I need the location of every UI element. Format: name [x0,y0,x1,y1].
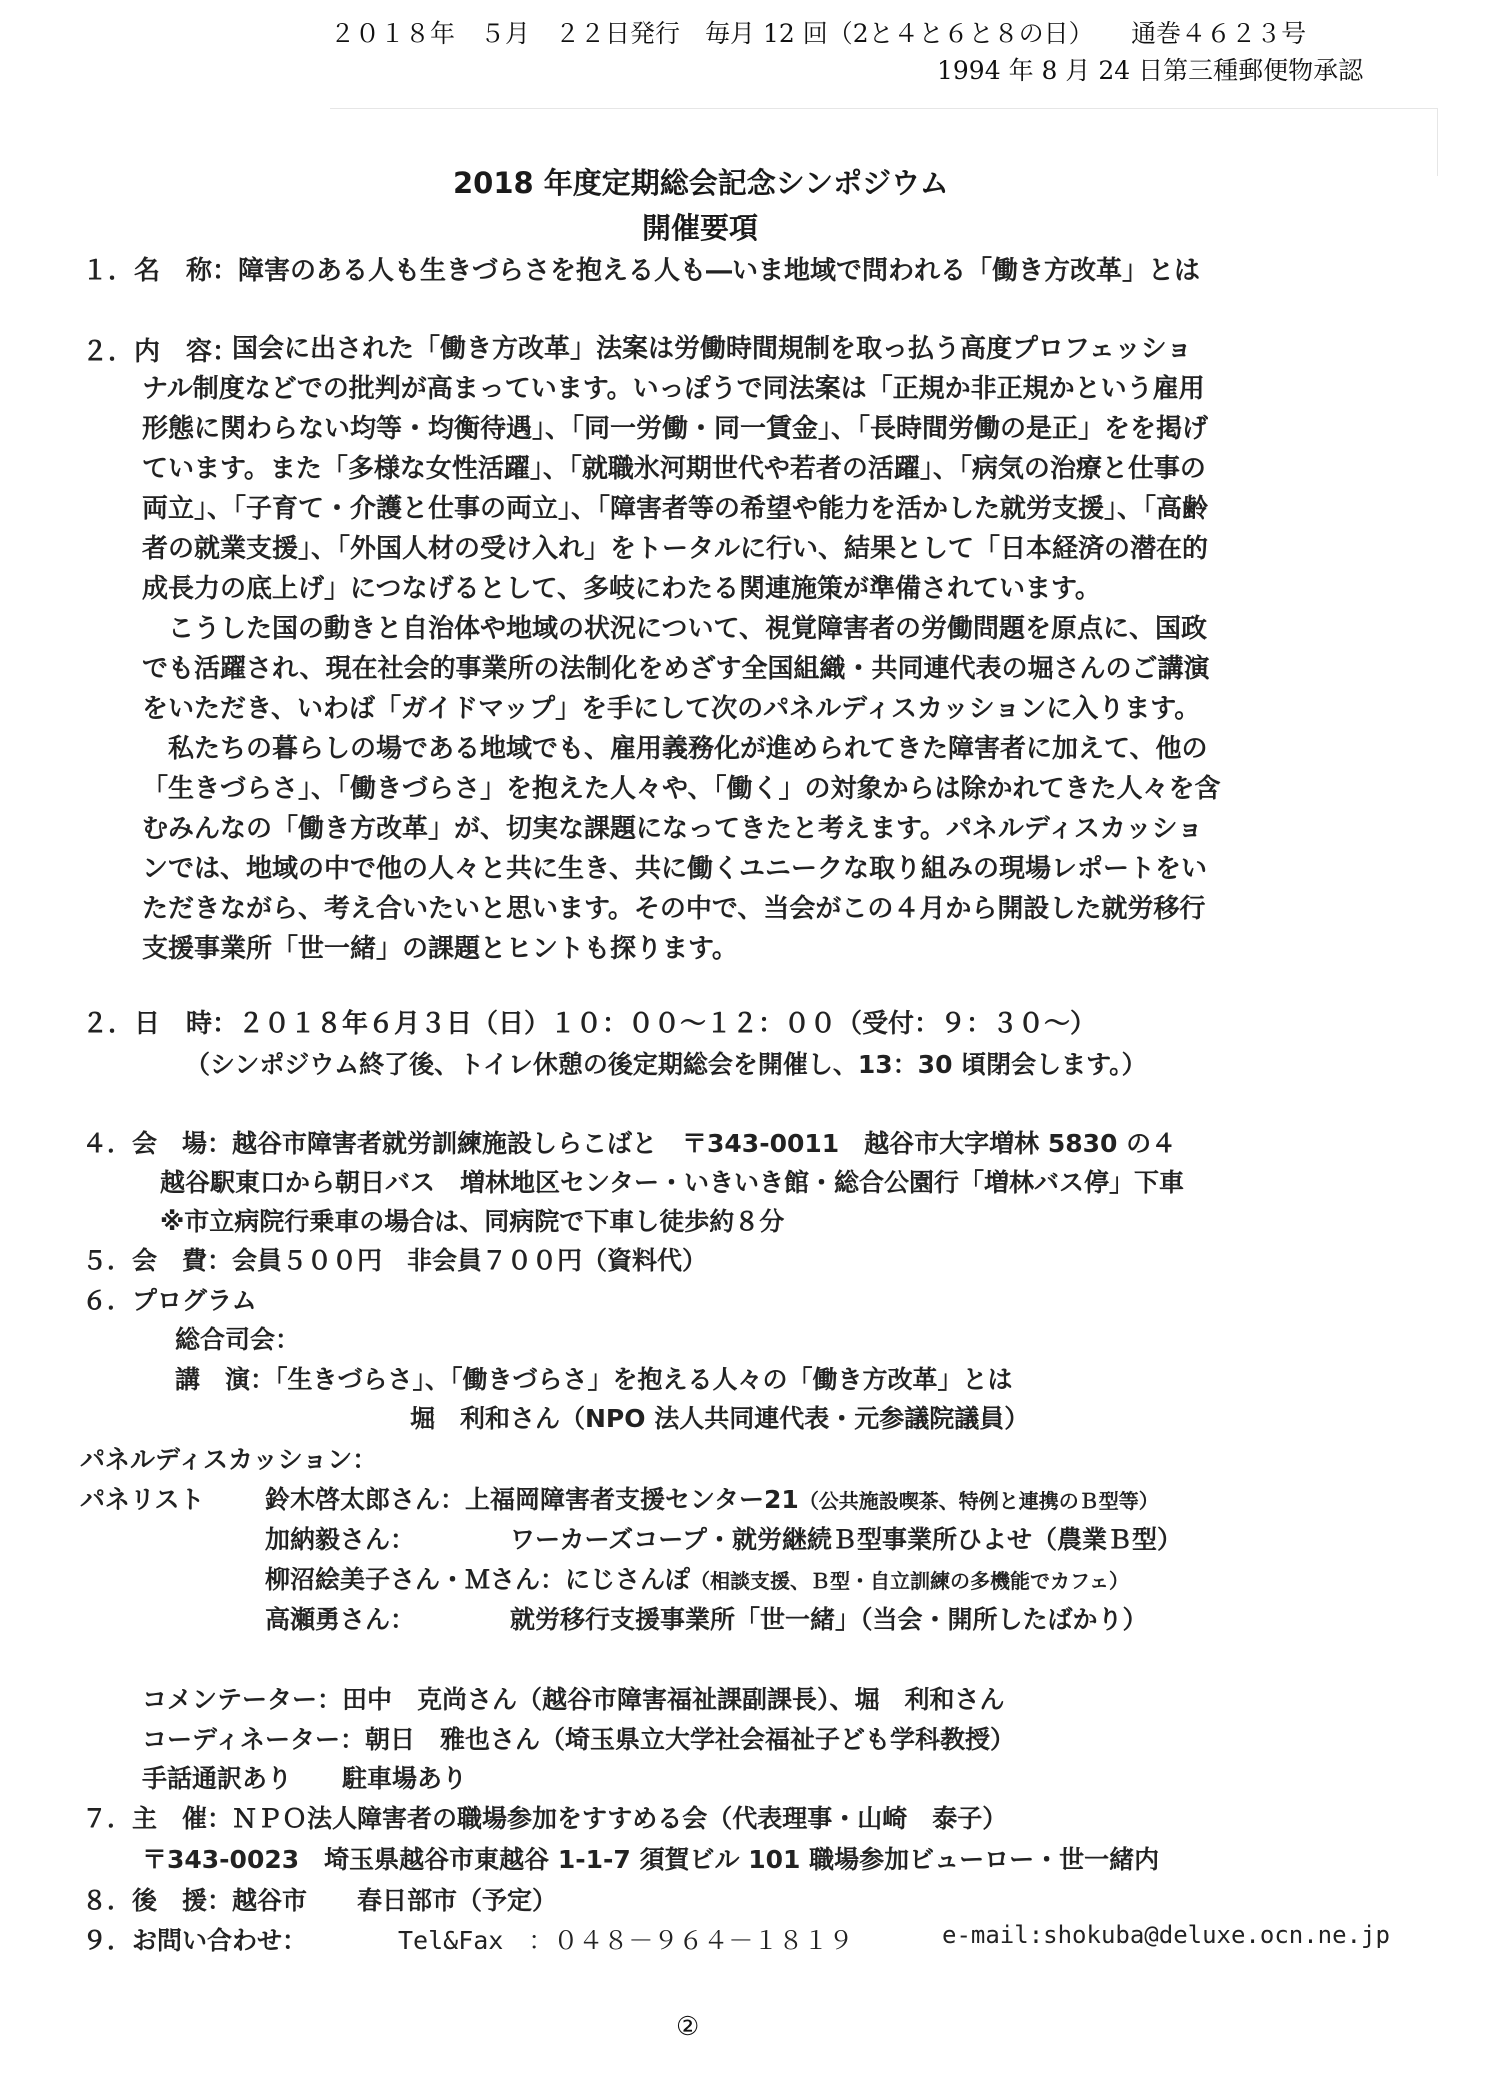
content-line: 支援事業所「世一緒」の課題とヒントも探ります。 [142,934,738,964]
content-line: でも活躍され、現在社会的事業所の法制化をめざす全国組織・共同連代表の堀さんのご講演 [142,654,1210,684]
section-name [82,250,1200,287]
content-line: ています。また「多様な女性活躍」、「就職氷河期世代や若者の活躍」、「病気の治療と仕事の [142,454,1206,484]
panelist-name: 鈴木啓太郎さん： [265,1485,466,1514]
section-venue-label: ４．会 場： [82,1129,233,1158]
program-coordinator: コーディネーター：朝日 雅也さん（埼玉県立大学社会福祉子ども学科教授） [142,1725,1016,1754]
panelist-label: パネリスト [80,1485,205,1514]
content-line: 私たちの暮らしの場である地域でも、雇用義務化が進められてきた障害者に加えて、他の [142,734,1208,764]
section-venue-text: 越谷市障害者就労訓練施設しらこばと 〒343-0011 越谷市大字増林 5830 の４ [232,1129,1177,1158]
panelist-name: 柳沼絵美子さん・Ｍさん： [265,1565,566,1594]
organizer-address: 〒343-0023 埼玉県越谷市東越谷 1-1-7 須賀ビル 101 職場参加ビューロー・世一緒内 [142,1845,1160,1874]
section-datetime-text: ２０１８年６月３日（日）１０：００～１２：００（受付：９：３０～） [238,1009,1097,1039]
content-line: ナル制度などでの批判が高まっています。いっぽうで同法案は「正規か非正規かという雇用 [142,374,1205,404]
section-contact-label: ９．お問い合わせ： [82,1926,308,1955]
section-datetime-label: ２．日 時： [82,1009,239,1039]
issue-info: ２０１８年 ５月 ２２日発行 毎月 12 回（2と４と６と８の日） 通巻４６２３号 [330,19,1307,48]
program-notes: 手話通訳あり 駐車場あり [142,1764,468,1793]
panelist-name: 加納毅さん： [265,1525,416,1554]
section-content-label: ２．内 容： [82,337,239,367]
section-organizer-text: ＮＰＯ法人障害者の職場参加をすすめる会（代表理事・山崎 泰子） [232,1804,1008,1833]
section-support [82,1881,557,1917]
program-mc: 総合司会： [175,1325,301,1354]
postal-approval: 1994 年 8 月 24 日第三種郵便物承認 [937,56,1364,85]
content-line: むみんなの「働き方改革」が、切実な課題になってきたと考えます。パネルディスカッショ [142,814,1204,844]
content-line: をいただき、いわば「ガイドマップ」を手にして次のパネルディスカッションに入ります。 [142,694,1201,724]
panelist-note: （公共施設喫茶、特例と連携のＢ型等） [798,1489,1159,1513]
section-support-text: 越谷市 春日部市（予定） [232,1886,558,1915]
content-line: ンでは、地域の中で他の人々と共に生き、共に働くユニークな取り組みの現場レポートをい [142,854,1207,884]
content-line: 国会に出された「働き方改革」法案は労働時間規制を取っ払う高度プロフェッショ [232,334,1193,364]
panelist-row [265,1600,1148,1636]
venue-note: ※市立病院行乗車の場合は、同病院で下車し徒歩約８分 [160,1207,785,1236]
content-line: 者の就業支援」、「外国人材の受け入れ」をトータルに行い、結果として「日本経済の潜在的 [142,534,1209,564]
section-name-text: 障害のある人も生きづらさを抱える人も―いま地域で問われる「働き方改革」とは [238,256,1201,286]
panelist-org: 上福岡障害者支援センター21 [465,1485,799,1514]
section-venue [82,1124,1176,1160]
section-fee [82,1241,707,1277]
content-line: 成長力の底上げ」につなげるとして、多岐にわたる関連施策が準備されています。 [142,574,1101,604]
program-lecture-title: 「生きづらさ」、「働きづらさ」を抱える人々の「働き方改革」とは [275,1365,1013,1394]
panelist-row [265,1560,1129,1596]
panelist-org: ワーカーズコープ・就労継続Ｂ型事業所ひよせ（農業Ｂ型） [510,1525,1183,1554]
section-organizer [82,1799,1007,1835]
section-fee-label: ５．会 費： [82,1246,233,1275]
content-paragraph [142,369,1382,969]
section-program-label: ６．プログラム [82,1286,257,1315]
header-rule-side [1437,108,1438,176]
datetime-note: （シンポジウム終了後、トイレ休憩の後定期総会を開催し、13：30 頃閉会します。） [185,1050,1147,1079]
page-title: 2018 年度定期総会記念シンポジウム [453,166,949,200]
program-lecture [175,1360,1013,1396]
program-lecture-label: 講 演： [175,1365,276,1394]
section-name-label: １．名 称： [82,256,239,286]
panelist-org: にじさんぽ [565,1565,691,1594]
content-line: 「生きづらさ」、「働きづらさ」を抱えた人々や、「働く」の対象からは除かれてきた人々を含 [142,774,1221,804]
program-commentator: コメンテーター：田中 克尚さん（越谷市障害福祉課副課長）、堀 利和さん [142,1685,1005,1714]
content-line: 両立」、「子育て・介護と仕事の両立」、「障害者等の希望や能力を活かした就労支援」、「高齢 [142,494,1209,524]
section-organizer-label: ７．主 催： [82,1804,233,1833]
panelist-note: （相談支援、Ｂ型・自立訓練の多機能でカフェ） [690,1569,1130,1593]
panelist-org: 就労移行支援事業所「世一緒」（当会・開所したばかり） [510,1605,1148,1634]
content-first-line [232,329,1382,369]
program-lecturer: 堀 利和さん（NPO 法人共同連代表・元参議院議員） [410,1404,1030,1433]
content-line: 形態に関わらない均等・均衡待遇」、「同一労働・同一賃金」、「長時間労働の是正」をを掲げ [142,414,1209,444]
content-line: ただきながら、考え合いたいと思います。その中で、当会がこの４月から開設した就労移行 [142,894,1206,924]
contact-tel: Tel&Fax ：０４８－９６４－１８１９ [398,1926,854,1955]
section-fee-text: 会員５００円 非会員７００円（資料代） [232,1246,708,1275]
panel-discussion-label: パネルディスカッション： [80,1445,378,1474]
contact-email: e-mail:shokuba@deluxe.ocn.ne.jp [942,1921,1390,1949]
content-line: こうした国の動きと自治体や地域の状況について、視覚障害者の労働問題を原点に、国政 [142,614,1207,644]
panelist-name: 高瀬勇さん： [265,1605,416,1634]
panelist-row [265,1480,1159,1516]
header-rule [330,108,1438,109]
page-number: ② [676,2012,700,2042]
panelist-row [265,1520,1182,1556]
page-subtitle: 開催要項 [642,211,759,245]
section-datetime [82,1003,1096,1040]
venue-access: 越谷駅東口から朝日バス 増林地区センター・いきいき館・総合公園行「増林バス停」下車 [160,1168,1185,1197]
section-support-label: ８．後 援： [82,1886,233,1915]
